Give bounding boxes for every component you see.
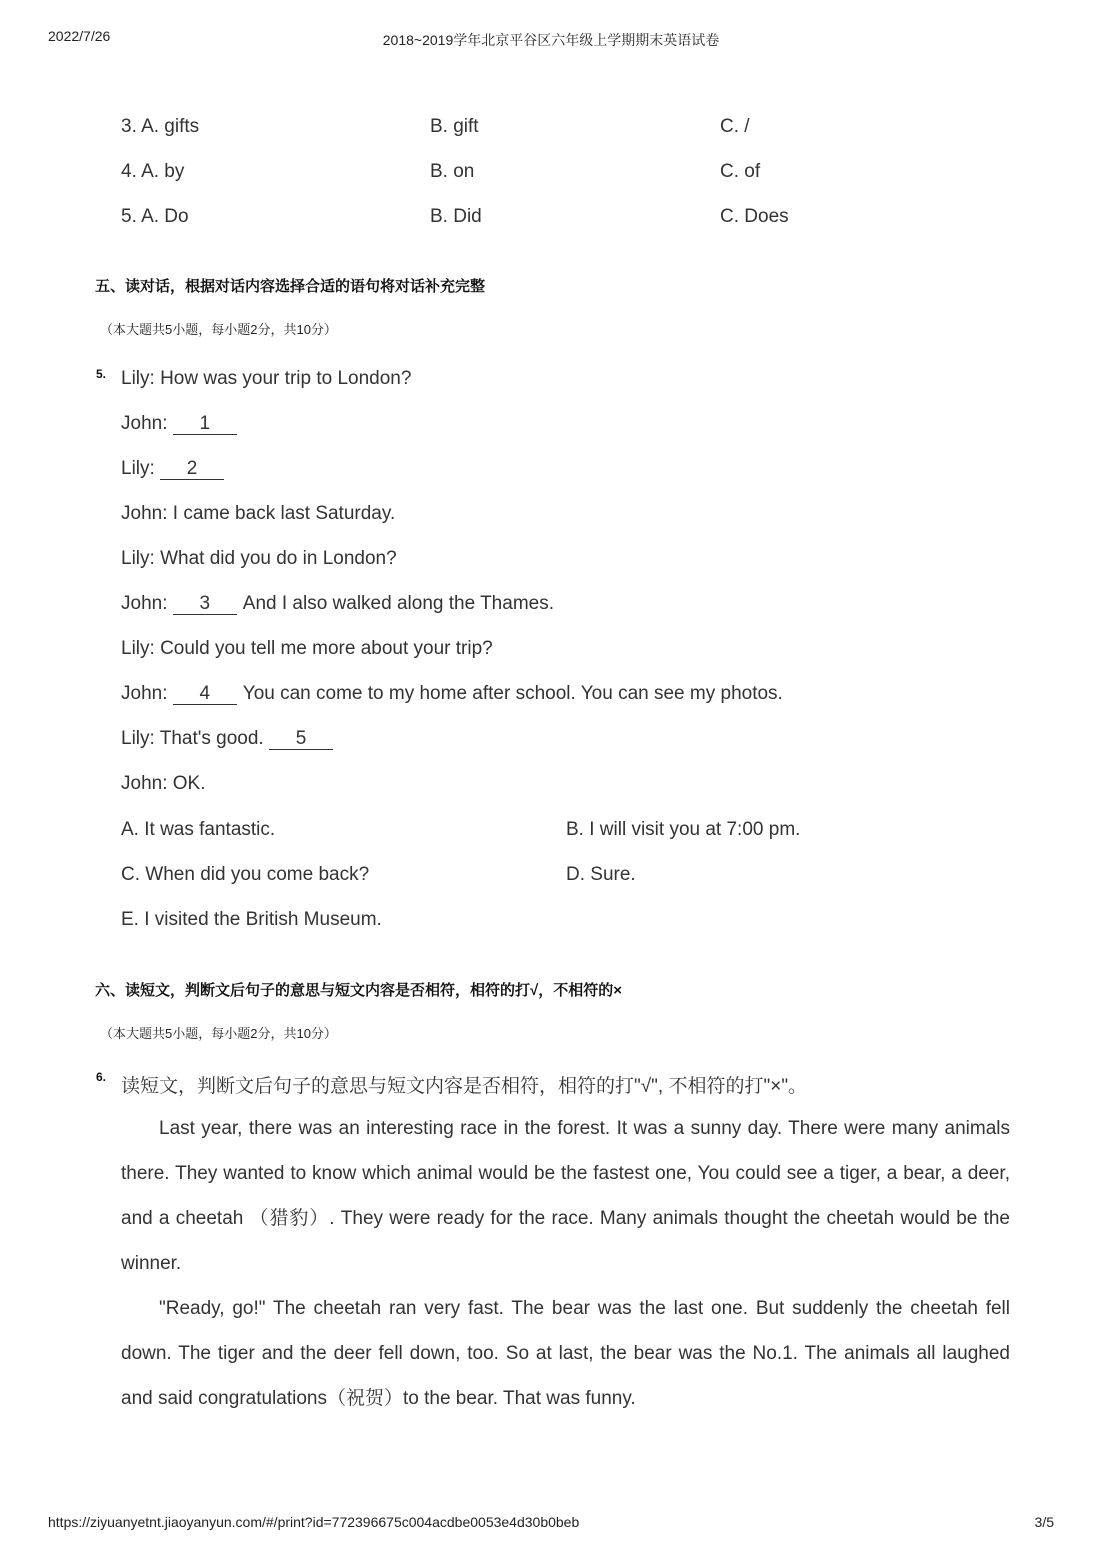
option-a: 3. A. gifts — [121, 116, 200, 137]
option-a: 5. A. Do — [121, 206, 189, 227]
dialogue-line: Lily: What did you do in London? — [121, 548, 397, 569]
option-a: 4. A. by — [121, 161, 185, 182]
option-b: B. gift — [430, 116, 479, 137]
dialogue-line: Lily: How was your trip to London? — [121, 368, 412, 389]
choice-a: A. It was fantastic. — [121, 819, 276, 840]
answer-blank: 4 — [173, 684, 237, 705]
question-number: 6. — [96, 1070, 107, 1084]
answer-blank: 1 — [173, 414, 237, 435]
dialogue-line — [121, 593, 554, 619]
speaker: Lily: That's good. — [121, 728, 269, 749]
choice-e: E. I visited the British Museum. — [121, 909, 382, 930]
option-c: C. of — [720, 161, 761, 182]
choice-c: C. When did you come back? — [121, 864, 370, 885]
option-c: C. / — [720, 116, 750, 137]
answer-blank: 2 — [160, 459, 224, 480]
question-number: 5. — [96, 367, 107, 381]
answer-blank: 5 — [269, 729, 333, 750]
dialogue-line — [121, 413, 243, 439]
page-url: https://ziyuanyetnt.jiaoyanyun.com/#/print?id=772396675c004acdbe0053e4d30b0beb — [48, 1514, 580, 1530]
option-row — [121, 206, 921, 232]
dialogue-line: John: OK. — [121, 773, 206, 794]
section-six-title: 六、读短文，判断文后句子的意思与短文内容是否相符，相符的打√，不相符的× — [95, 982, 622, 999]
option-c: C. Does — [720, 206, 789, 227]
speaker: John: — [121, 683, 173, 704]
reading-passage — [121, 1106, 1010, 1421]
print-date: 2022/7/26 — [48, 28, 111, 44]
dialogue-line — [121, 458, 230, 484]
option-b: B. Did — [430, 206, 482, 227]
line-text: And I also walked along the Thames. — [242, 593, 554, 614]
option-row — [121, 161, 921, 187]
section-six-note: （本大题共5小题，每小题2分，共10分） — [100, 1026, 337, 1041]
speaker: John: — [121, 593, 173, 614]
answer-blank: 3 — [173, 594, 237, 615]
speaker: Lily: — [121, 458, 161, 479]
question-instruction: 读短文，判断文后句子的意思与短文内容是否相符，相符的打"√", 不相符的打"×"。 — [121, 1076, 808, 1097]
dialogue-line: John: I came back last Saturday. — [121, 503, 396, 524]
line-text: You can come to my home after school. You can see my photos. — [242, 683, 783, 704]
passage-paragraph: "Ready, go!" The cheetah ran very fast. The bear was the last one. But suddenly the cheetah fell down. The tiger and the deer fell down, too. So at last, the bear was the No.1. The animals all laughed and said congratulations（祝贺）to the bear. That was funny. — [121, 1298, 1010, 1409]
passage-paragraph: Last year, there was an interesting race in the forest. It was a sunny day. There were many animals there. They wanted to know which animal would be the fastest one, You could see a tiger, a bear, a deer, and a cheetah （猎豹）. They were ready for the race. Many animals thought the cheetah would be the winner. — [121, 1118, 1010, 1274]
dialogue-line — [121, 728, 339, 754]
document-title: 2018~2019学年北京平谷区六年级上学期期末英语试卷 — [382, 32, 720, 48]
option-b: B. on — [430, 161, 475, 182]
page-number: 3/5 — [1034, 1514, 1054, 1530]
choice-d: D. Sure. — [566, 864, 636, 885]
option-row — [121, 116, 921, 142]
section-five-note: （本大题共5小题，每小题2分，共10分） — [100, 322, 337, 337]
dialogue-line: Lily: Could you tell me more about your trip? — [121, 638, 493, 659]
speaker: John: — [121, 413, 173, 434]
section-five-title: 五、读对话，根据对话内容选择合适的语句将对话补充完整 — [95, 278, 486, 295]
choice-b: B. I will visit you at 7:00 pm. — [566, 819, 801, 840]
dialogue-line — [121, 683, 783, 709]
